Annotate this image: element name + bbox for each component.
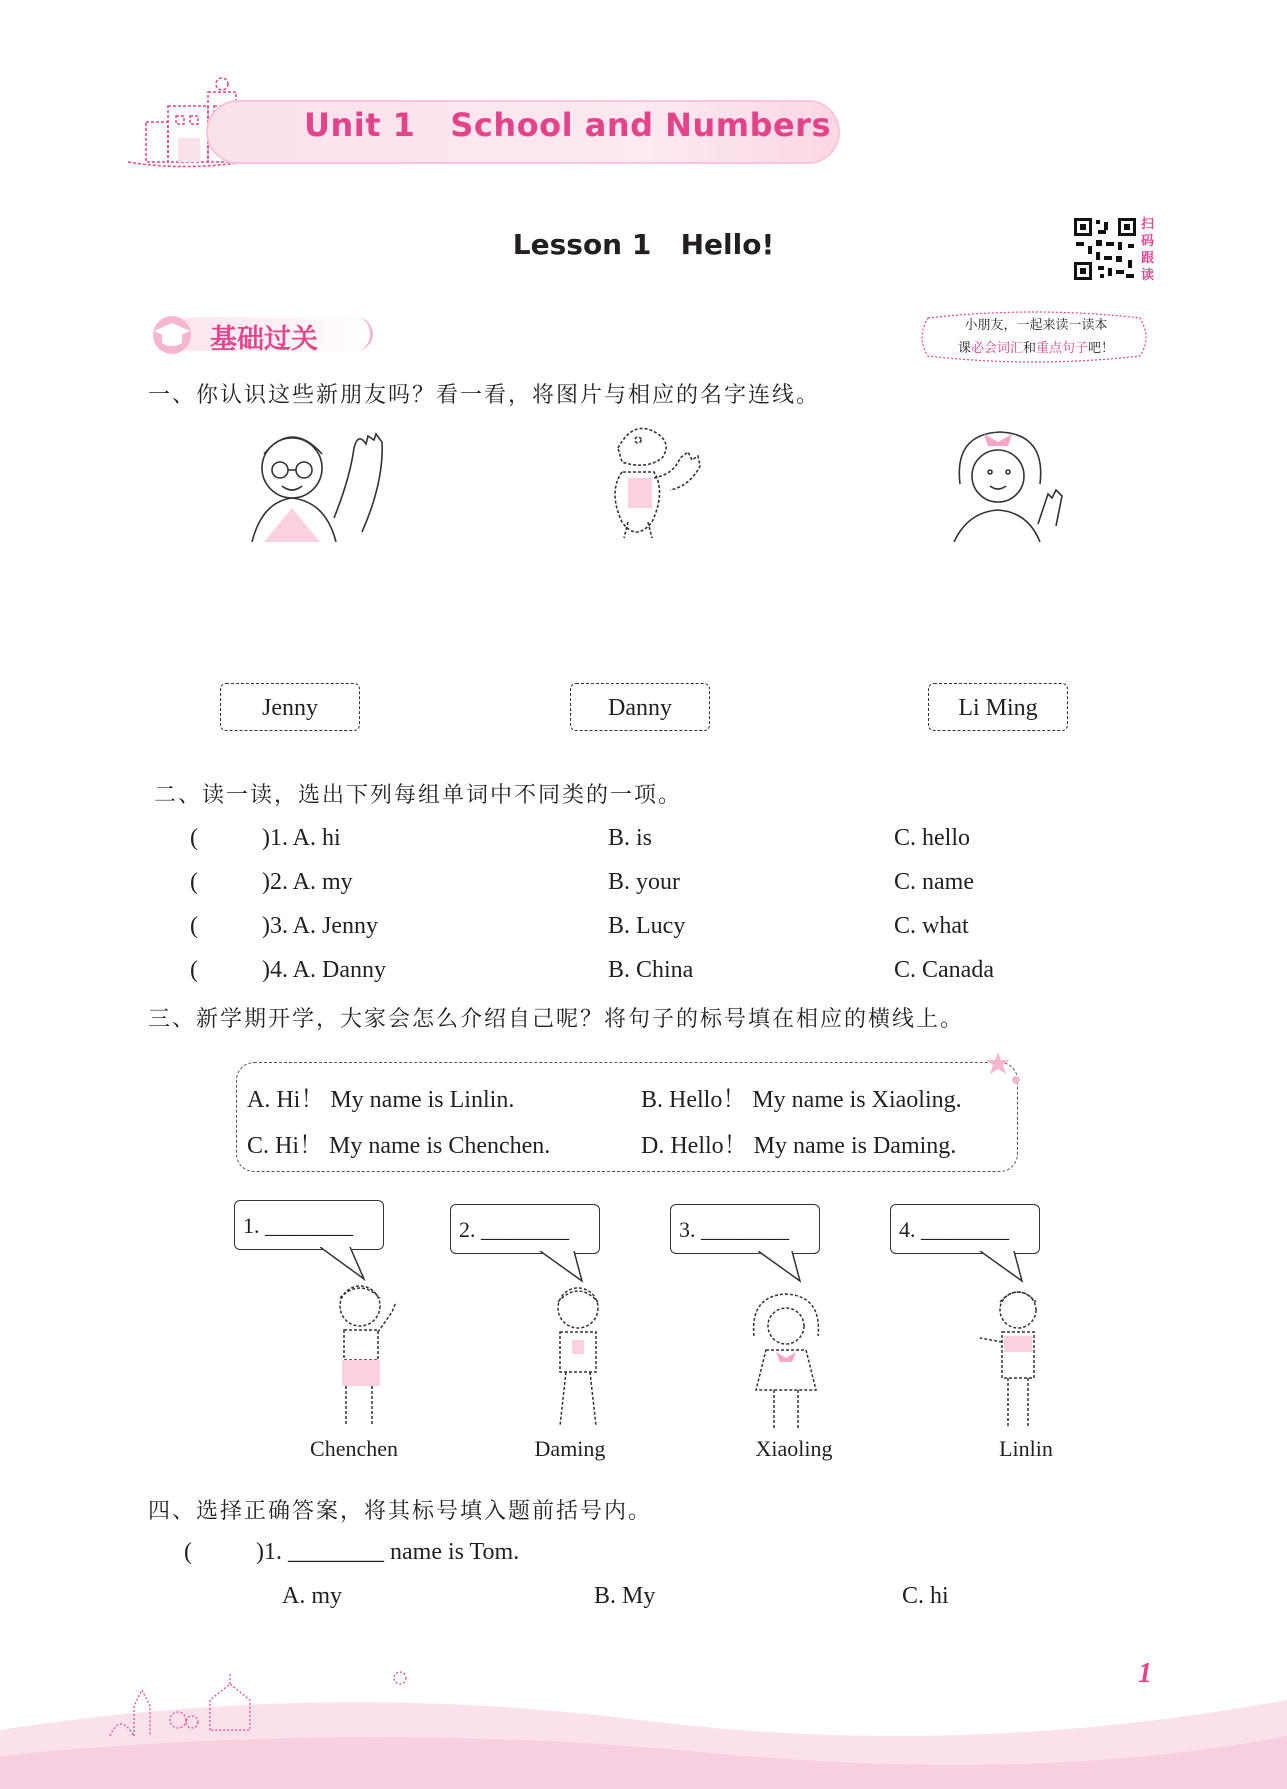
q3-title: 三、新学期开学，大家会怎么介绍自己呢？将句子的标号填在相应的横线上。 bbox=[148, 1007, 965, 1032]
tip-highlight: 必会词汇 bbox=[970, 341, 1023, 356]
qr-label-char: 码 bbox=[1141, 234, 1155, 249]
speech-bubble-1 bbox=[234, 1200, 384, 1250]
qr-label-char: 读 bbox=[1141, 268, 1155, 283]
xiaoling-illustration bbox=[740, 1292, 830, 1434]
name-box-li-ming[interactable]: Li Ming bbox=[928, 683, 1068, 731]
q2-title: 二、读一读，选出下列每组单词中不同类的一项。 bbox=[154, 783, 683, 808]
sentence-box bbox=[236, 1062, 1018, 1172]
graduation-cap-icon bbox=[146, 313, 198, 355]
q2-item-1-a: )1. A. hi bbox=[262, 825, 341, 851]
q2-item-4-c: C. Canada bbox=[894, 957, 994, 983]
qr-label-char: 跟 bbox=[1141, 251, 1155, 266]
q4-stem: )1. ________ name is Tom. bbox=[256, 1539, 520, 1565]
kid-name-linlin: Linlin bbox=[999, 1436, 1053, 1461]
tip-text bbox=[924, 314, 1148, 360]
tip-cloud bbox=[914, 310, 1154, 364]
tip-line1: 小朋友，一起来读一读本 bbox=[964, 318, 1108, 333]
linlin-illustration bbox=[974, 1286, 1054, 1434]
q2-item-1-c: C. hello bbox=[894, 825, 970, 851]
q2-item-2-a: )2. A. my bbox=[262, 869, 353, 895]
bubble-tail bbox=[980, 1251, 1030, 1285]
bubble-tail bbox=[320, 1247, 370, 1281]
q2-paren: ( bbox=[190, 913, 198, 939]
unit-title: Unit 1 School and Numbers bbox=[304, 106, 831, 144]
speech-bubble-4 bbox=[890, 1204, 1040, 1254]
daming-illustration bbox=[540, 1284, 620, 1434]
sentence-a: A. Hi！ My name is Linlin. bbox=[247, 1087, 515, 1113]
qr-label-char: 扫 bbox=[1141, 217, 1155, 232]
footer-wave bbox=[0, 1660, 1287, 1789]
q4-paren: ( bbox=[184, 1539, 192, 1565]
kid-name-chenchen: Chenchen bbox=[310, 1436, 398, 1461]
section-title: 基础过关 bbox=[210, 324, 318, 355]
q2-paren: ( bbox=[190, 825, 198, 851]
blank-1[interactable]: 1. ________ bbox=[243, 1213, 353, 1238]
section-badge bbox=[146, 313, 374, 355]
q2-item-4-b: B. China bbox=[608, 957, 694, 983]
bubble-tail bbox=[540, 1251, 590, 1285]
q4-option-b: B. My bbox=[594, 1583, 656, 1609]
q2-item-2-b: B. your bbox=[608, 869, 680, 895]
kid-name-daming: Daming bbox=[534, 1436, 606, 1461]
q2-item-2-c: C. name bbox=[894, 869, 974, 895]
tip-highlight: 重点句子 bbox=[1036, 341, 1089, 356]
dinosaur-waving-illustration bbox=[592, 418, 712, 542]
tip-fragment: 吧！ bbox=[1088, 341, 1115, 356]
sentence-b: B. Hello！ My name is Xiaoling. bbox=[641, 1087, 962, 1113]
q2-paren: ( bbox=[190, 869, 198, 895]
kid-name-xiaoling: Xiaoling bbox=[755, 1436, 833, 1461]
sentence-d: D. Hello！ My name is Daming. bbox=[641, 1133, 957, 1159]
q4-option-a: A. my bbox=[282, 1583, 342, 1609]
bubble-tail bbox=[758, 1251, 808, 1285]
name-box-danny[interactable]: Danny bbox=[570, 683, 710, 731]
tip-line2 bbox=[924, 337, 1148, 360]
unit-banner bbox=[128, 96, 840, 168]
q2-item-3-a: )3. A. Jenny bbox=[262, 913, 378, 939]
blank-3[interactable]: 3. ________ bbox=[679, 1217, 789, 1242]
chenchen-illustration bbox=[320, 1282, 410, 1432]
q2-item-4-a: )4. A. Danny bbox=[262, 957, 386, 983]
q2-paren: ( bbox=[190, 957, 198, 983]
girl-waving-illustration bbox=[944, 424, 1064, 542]
q2-item-1-b: B. is bbox=[608, 825, 653, 851]
speech-bubble-2 bbox=[450, 1204, 600, 1254]
blank-2[interactable]: 2. ________ bbox=[459, 1217, 569, 1242]
tip-fragment: 和 bbox=[1022, 341, 1036, 356]
q4-option-c: C. hi bbox=[902, 1583, 949, 1609]
boy-waving-illustration bbox=[234, 418, 384, 542]
speech-bubble-3 bbox=[670, 1204, 820, 1254]
tip-fragment: 课 bbox=[957, 341, 971, 356]
star-decoration-icon bbox=[984, 1050, 1024, 1086]
q1-title: 一、你认识这些新朋友吗？看一看，将图片与相应的名字连线。 bbox=[148, 383, 821, 408]
page-number: 1 bbox=[1138, 1658, 1152, 1689]
sentence-c: C. Hi！ My name is Chenchen. bbox=[247, 1133, 551, 1159]
name-box-jenny[interactable]: Jenny bbox=[220, 683, 360, 731]
q2-item-3-c: C. what bbox=[894, 913, 969, 939]
qr-label bbox=[1141, 216, 1157, 284]
qr-code-icon[interactable] bbox=[1072, 216, 1138, 282]
q4-title: 四、选择正确答案，将其标号填入题前括号内。 bbox=[148, 1499, 653, 1524]
q2-item-3-b: B. Lucy bbox=[608, 913, 686, 939]
lesson-title: Lesson 1 Hello! bbox=[512, 228, 775, 261]
blank-4[interactable]: 4. ________ bbox=[899, 1217, 1009, 1242]
